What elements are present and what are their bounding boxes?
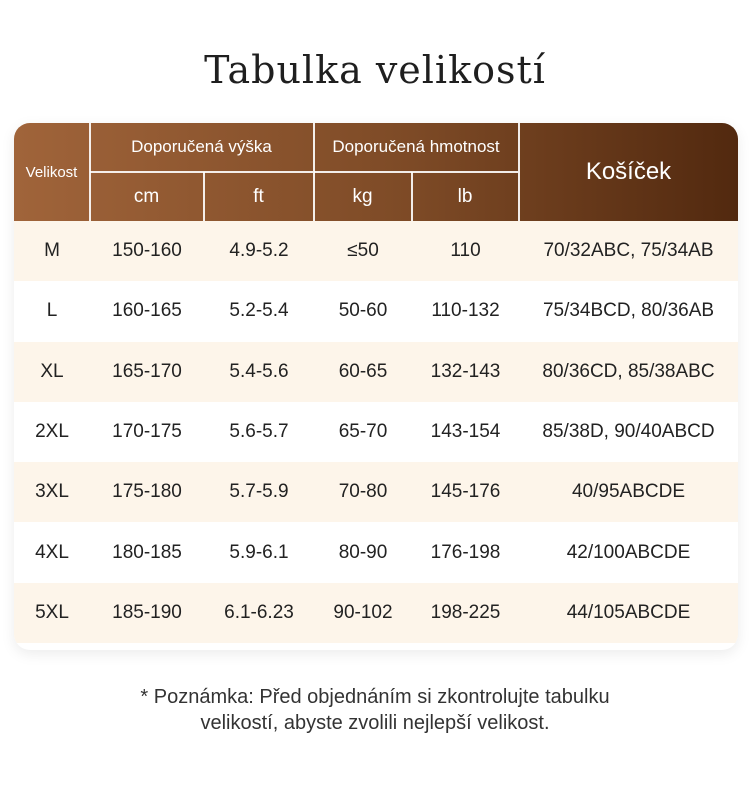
cell-ft: 5.6-5.7	[229, 421, 289, 443]
cell-cup: 40/95ABCDE	[571, 481, 685, 503]
table-header	[14, 123, 738, 221]
cell-size: XL	[40, 360, 64, 382]
cell-kg: 50-60	[338, 300, 388, 322]
cell-cup: 44/105ABCDE	[566, 601, 691, 623]
cell-ft: 6.1-6.23	[224, 601, 294, 623]
cell-lb: 143-154	[430, 421, 501, 443]
table-row	[14, 221, 738, 281]
table-row	[14, 462, 738, 522]
cell-cm: 150-160	[112, 240, 182, 262]
table-row	[14, 342, 738, 402]
size-note	[0, 684, 750, 736]
cell-kg: 60-65	[338, 360, 388, 382]
cell-size: 4XL	[35, 541, 69, 563]
page-title: Tabulka velikostí	[204, 48, 546, 92]
header-cm: cm	[133, 185, 160, 207]
cell-cup: 85/38D, 90/40ABCD	[542, 421, 715, 443]
header-height-group: Doporučená výška	[131, 137, 272, 156]
cell-size: 3XL	[35, 481, 69, 503]
cell-ft: 5.7-5.9	[229, 481, 289, 503]
cell-cm: 165-170	[112, 360, 182, 382]
cell-size: 5XL	[35, 601, 69, 623]
cell-kg: 80-90	[338, 541, 388, 563]
size-table	[14, 123, 738, 650]
cell-ft: 5.9-6.1	[229, 541, 289, 563]
cell-ft: 4.9-5.2	[229, 240, 289, 262]
cell-size: 2XL	[35, 421, 69, 443]
cell-size: M	[44, 240, 60, 262]
header-size: Velikost	[25, 163, 78, 181]
cell-ft: 5.2-5.4	[229, 300, 289, 322]
cell-lb: 132-143	[430, 360, 501, 382]
header-ft: ft	[253, 185, 264, 207]
cell-cup: 80/36CD, 85/38ABC	[542, 360, 715, 382]
note-line: * Poznámka: Před objednáním si zkontrolujte tabulku	[140, 686, 610, 708]
cell-lb: 198-225	[430, 601, 501, 623]
cell-kg: ≤50	[347, 240, 379, 262]
cell-cm: 185-190	[112, 601, 182, 623]
cell-lb: 110	[450, 240, 481, 262]
note-line: velikostí, abyste zvolili nejlepší velikost.	[200, 712, 550, 734]
cell-cm: 170-175	[112, 421, 182, 443]
cell-cm: 160-165	[112, 300, 182, 322]
cell-kg: 65-70	[338, 421, 388, 443]
header-lb: lb	[457, 185, 473, 207]
header-cup: Košíček	[585, 158, 672, 185]
table-row	[14, 522, 738, 582]
cell-cup: 42/100ABCDE	[566, 541, 691, 563]
cell-kg: 90-102	[333, 601, 393, 623]
cell-lb: 145-176	[430, 481, 501, 503]
table-body	[14, 221, 738, 643]
table-row	[14, 281, 738, 341]
cell-size: L	[46, 300, 58, 322]
cell-cup: 75/34BCD, 80/36AB	[542, 300, 715, 322]
header-weight-group: Doporučená hmotnost	[332, 137, 500, 156]
cell-lb: 110-132	[431, 300, 500, 322]
cell-kg: 70-80	[338, 481, 388, 503]
cell-cup: 70/32ABC, 75/34AB	[543, 240, 714, 262]
table-row	[14, 583, 738, 643]
cell-lb: 176-198	[430, 541, 501, 563]
cell-cm: 180-185	[112, 541, 182, 563]
table-row	[14, 402, 738, 462]
cell-ft: 5.4-5.6	[229, 360, 289, 382]
header-kg: kg	[352, 185, 373, 207]
cell-cm: 175-180	[112, 481, 182, 503]
